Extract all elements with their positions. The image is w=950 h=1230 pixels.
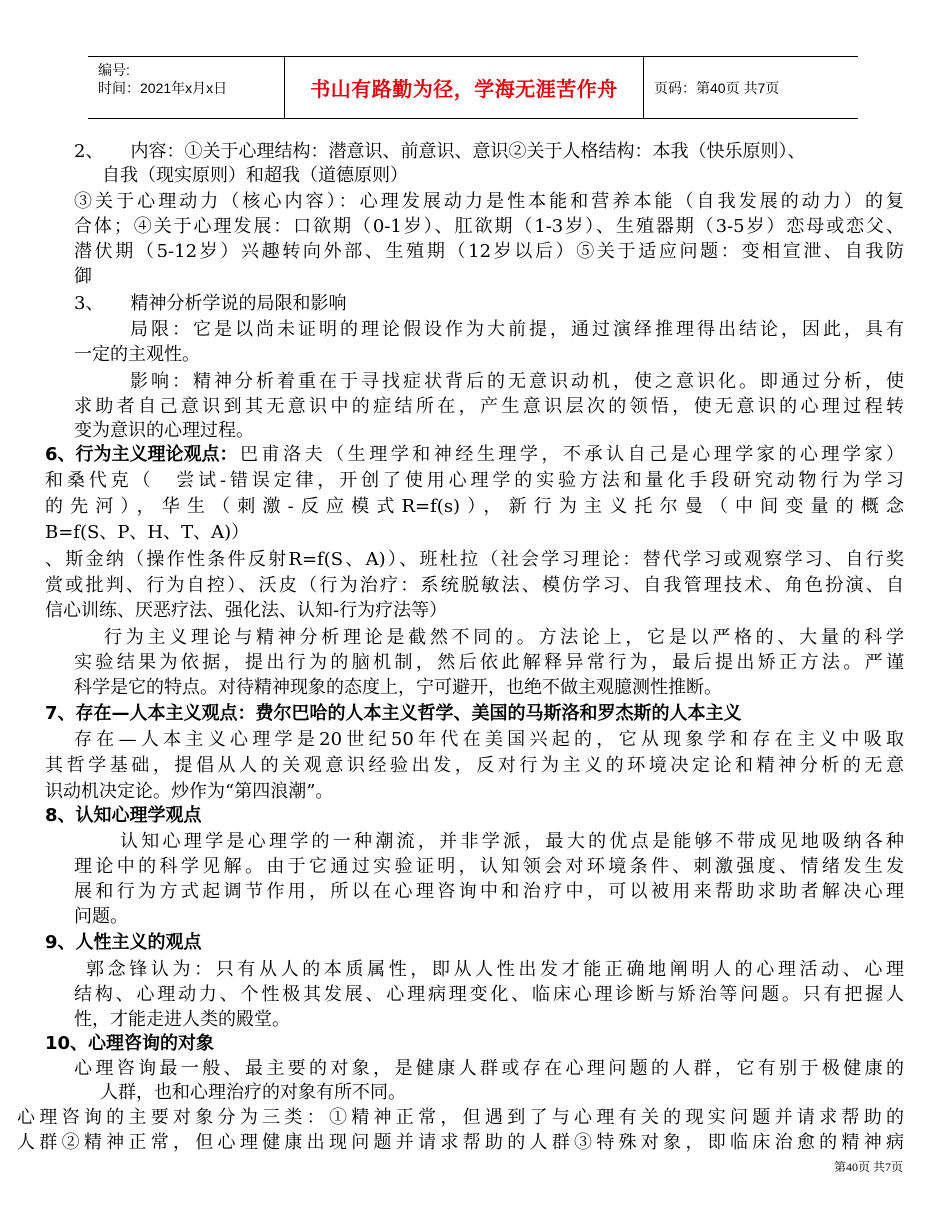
heading-existential-humanism: 7、存在—人本主义观点：费尔巴哈的人本主义哲学、美国的马斯洛和罗杰斯的人本主义 (45, 703, 742, 724)
text-line: 潜伏期（5-12岁）兴趣转向外部、生殖期（12岁以后）⑤关于适应问题：变相宣泄、自我防 (74, 241, 904, 262)
text-line: 影响：精神分析着重在于寻找症状背后的无意识动机，使之意识化。即通过分析，使 (130, 371, 904, 392)
text-line: 其哲学基础，提倡从人的关观意识经验出发，反对行为主义的环境决定论和精神分析的无意 (45, 755, 904, 776)
text-line: 变为意识的心理过程。 (74, 420, 254, 441)
text-line: B=f(S、P、H、T、A)） (45, 522, 250, 543)
text-line: 合体；④关于心理发展：口欲期（0-1岁）、肛欲期（1-3岁）、生殖器期（3-5岁）恋母或恋父、 (74, 216, 904, 237)
heading-humanity: 9、人性主义的观点 (45, 932, 202, 953)
text-line: 的先河），华生（刺激-反应模式R=f(s)），新行为主义托尔曼（中间变量的概念 (45, 496, 904, 517)
text-line: 存在—人本主义心理学是20世纪50年代在美国兴起的，它从现象学和存在主义中吸取 (74, 729, 904, 750)
text-line: 心理咨询最一般、最主要的对象，是健康人群或存在心理问题的人群，它有别于极健康的 (74, 1058, 904, 1079)
text-line: 2、 内容：①关于心理结构：潜意识、前意识、意识②关于人格结构：本我（快乐原则）、 (74, 141, 806, 162)
text-line: 信心训练、厌恶疗法、强化法、认知-行为疗法等） (45, 600, 448, 621)
number-label: 编号: (98, 62, 130, 78)
heading-counseling-targets: 10、心理咨询的对象 (45, 1033, 215, 1054)
motto: 书山有路勤为径，学海无涯苦作舟 (284, 57, 644, 118)
text-line: 人群②精神正常，但心理健康出现问题并请求帮助的人群③特殊对象，即临床治愈的精神病 (17, 1132, 904, 1153)
text-line: 郭念锋认为：只有从人的本质属性，即从人性出发才能正确地阐明人的心理活动、心理 (86, 959, 904, 980)
heading-cognitive: 8、认知心理学观点 (45, 805, 202, 826)
text-line: 认知心理学是心理学的一种潮流，并非学派，最大的优点是能够不带成见地吸纳各种 (120, 831, 904, 852)
text-line: ③关于心理动力（核心内容）：心理发展动力是性本能和营养本能（自我发展的动力）的复 (74, 191, 904, 212)
text-line: 展和行为方式起调节作用，所以在心理咨询中和治疗中，可以被用来帮助求助者解决心理 (74, 881, 904, 902)
text-line: 问题。 (74, 906, 128, 927)
text-line: 理论中的科学见解。由于它通过实验证明，认知领会对环境条件、刺激强度、情绪发生发 (74, 856, 904, 877)
text-line: 御 (74, 266, 92, 287)
page-footer: 第40页 共7页 (833, 1160, 903, 1174)
text-line: 、斯金纳（操作性条件反射R=f(S、A)）、班杜拉（社会学习理论：替代学习或观察学习、自行奖 (45, 549, 904, 570)
text-line: 性，才能走进人类的殿堂。 (74, 1009, 290, 1030)
header-table (88, 56, 858, 119)
time-label: 时间：2021年x月x日 (98, 80, 228, 96)
text-line: 和桑代克（ 尝试-错误定律，开创了使用心理学的实验方法和量化手段研究动物行为学习 (45, 470, 904, 491)
text-line: 心理咨询的主要对象分为三类：①精神正常，但遇到了与心理有关的现实问题并请求帮助的 (17, 1107, 904, 1128)
text-line: 结构、心理动力、个性极其发展、心理病理变化、临床心理诊断与矫治等问题。只有把握人 (74, 984, 904, 1005)
text-line: 一定的主观性。 (74, 344, 200, 365)
text-line: 求助者自己意识到其无意识中的症结所在，产生意识层次的领悟，使无意识的心理过程转 (74, 396, 904, 417)
text-line: 行为主义理论与精神分析理论是截然不同的。方法论上，它是以严格的、大量的科学 (104, 627, 904, 648)
text-line: 自我（现实原则）和超我（道德原则） (102, 165, 408, 186)
text-line: 人群，也和心理治疗的对象有所不同。 (100, 1082, 406, 1103)
text-line: 科学是它的特点。对待精神现象的态度上，宁可避开，也绝不做主观臆测性推断。 (74, 677, 722, 698)
text-line: 实验结果为依据，提出行为的脑机制，然后依此解释异常行为，最后提出矫正方法。严谨 (74, 652, 904, 673)
text-line: 识动机决定论。炒作为“第四浪潮”。 (45, 781, 334, 802)
header-left-cell (88, 57, 284, 118)
page-code: 页码：第40页 共7页 (654, 79, 780, 96)
text-line: 赏或批判、行为自控）、沃皮（行为治疗：系统脱敏法、模仿学习、自我管理技术、角色扮演、自 (45, 575, 904, 596)
heading-behaviorism: 6、行为主义理论观点： (45, 444, 238, 465)
text-line: 局限：它是以尚未证明的理论假设作为大前提，通过演绎推理得出结论，因此，具有 (130, 319, 904, 340)
section-heading: 3、 精神分析学说的局限和影响 (74, 293, 347, 314)
text-line: 巴甫洛夫（生理学和神经生理学，不承认自己是心理学家的心理学家） (240, 444, 904, 465)
